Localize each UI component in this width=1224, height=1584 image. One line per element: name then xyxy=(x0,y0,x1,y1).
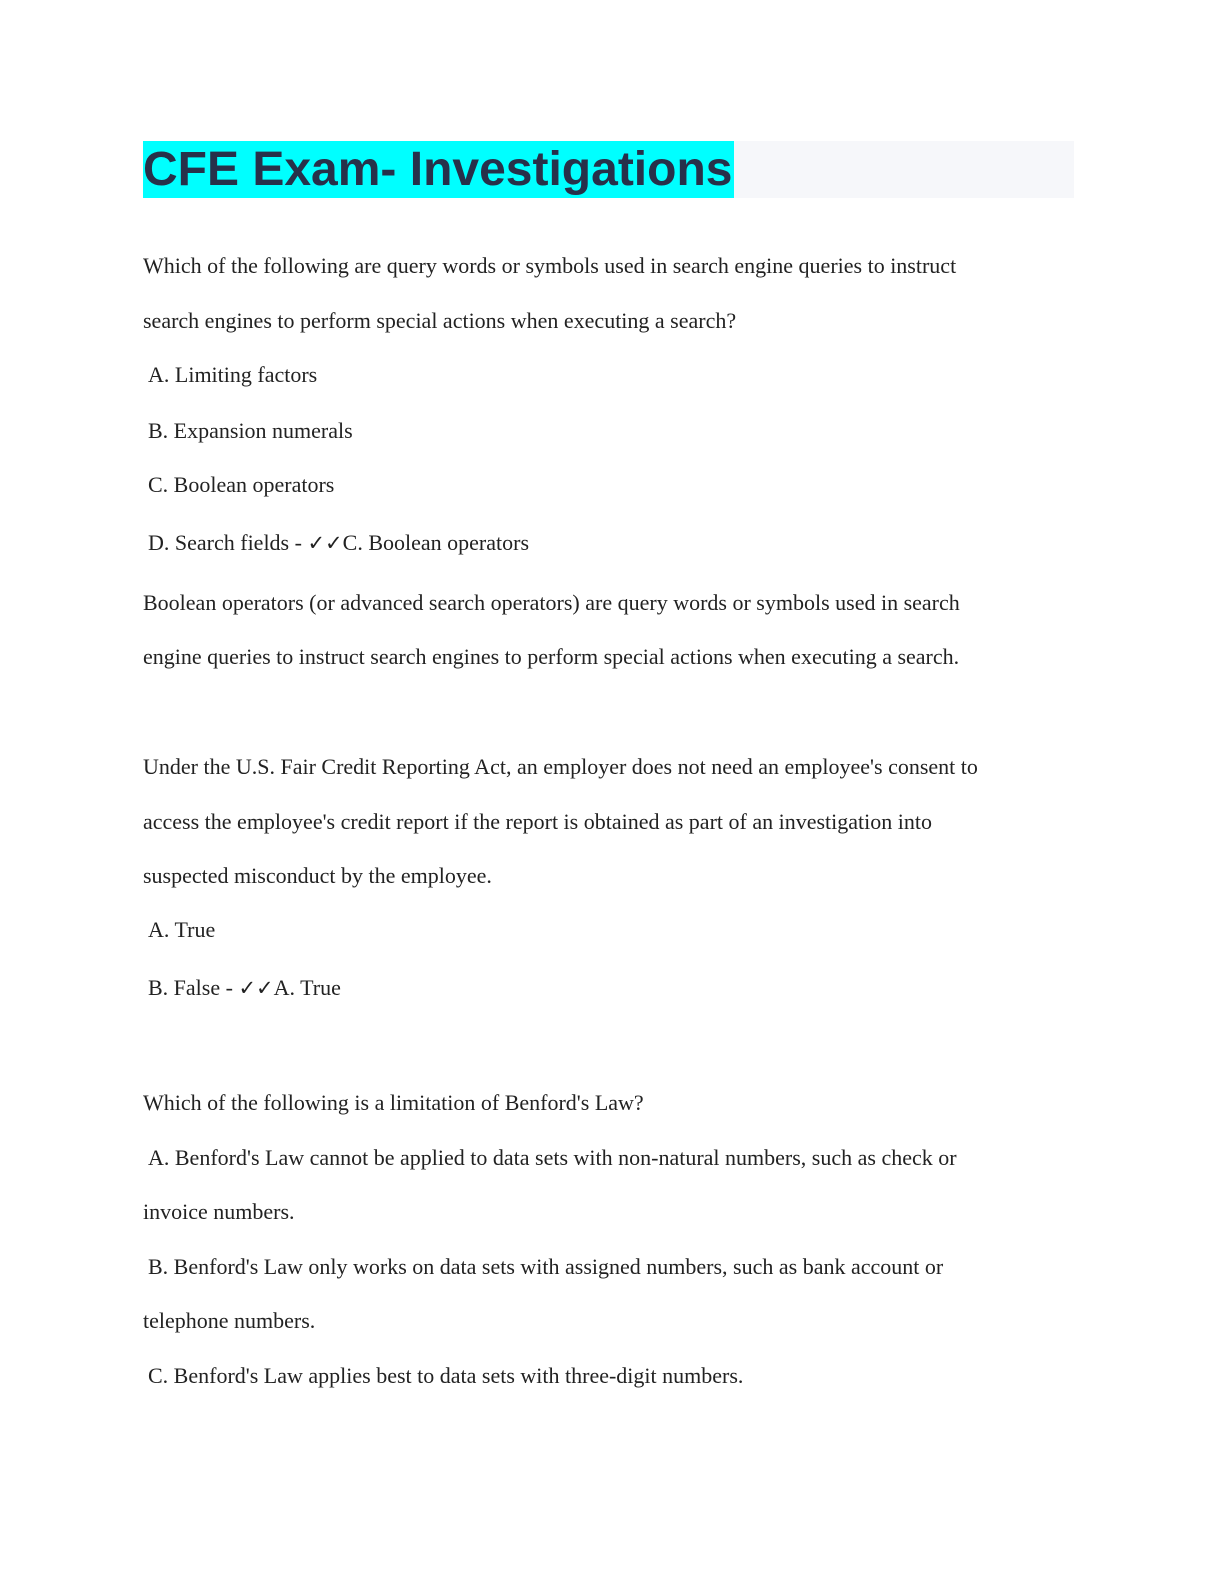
q1-option-b: B. Expansion numerals xyxy=(148,418,353,443)
q1-stem-line-1: Which of the following are query words or symbols used in search engine queries to instruct xyxy=(143,253,957,278)
q1-option-d-with-answer xyxy=(148,530,529,556)
q1-answer: C. Boolean operators xyxy=(342,530,530,555)
q3-option-a-line-1: A. Benford's Law cannot be applied to data sets with non-natural numbers, such as check or xyxy=(148,1145,957,1170)
q2-stem-line-3: suspected misconduct by the employee. xyxy=(143,863,492,888)
q3-stem: Which of the following is a limitation of Benford's Law? xyxy=(143,1090,644,1115)
document-title: CFE Exam- Investigations xyxy=(143,143,733,196)
q3-option-b-line-2: telephone numbers. xyxy=(143,1308,316,1333)
q1-explanation-line-1: Boolean operators (or advanced search operators) are query words or symbols used in search xyxy=(143,590,960,615)
q1-stem-line-2: search engines to perform special actions when executing a search? xyxy=(143,308,737,333)
q2-option-a: A. True xyxy=(148,917,216,942)
check-mark-icon: ✓✓ xyxy=(238,976,274,1000)
q1-option-c: C. Boolean operators xyxy=(148,472,335,497)
q2-stem-line-2: access the employee's credit report if the report is obtained as part of an investigation into xyxy=(143,809,932,834)
q2-option-b: B. False - xyxy=(148,975,239,1000)
q2-option-b-with-answer xyxy=(148,975,341,1001)
q1-option-d: D. Search fields - xyxy=(148,530,308,555)
q1-option-a: A. Limiting factors xyxy=(148,362,318,387)
q3-option-b-line-1: B. Benford's Law only works on data sets with assigned numbers, such as bank account or xyxy=(148,1254,944,1279)
q3-option-c: C. Benford's Law applies best to data sets with three-digit numbers. xyxy=(148,1363,744,1388)
q1-explanation-line-2: engine queries to instruct search engines to perform special actions when executing a search. xyxy=(143,644,960,669)
q2-answer: A. True xyxy=(273,975,341,1000)
check-mark-icon: ✓✓ xyxy=(307,531,343,555)
q3-option-a-line-2: invoice numbers. xyxy=(143,1199,295,1224)
q2-stem-line-1: Under the U.S. Fair Credit Reporting Act, an employer does not need an employee's consent to xyxy=(143,754,978,779)
